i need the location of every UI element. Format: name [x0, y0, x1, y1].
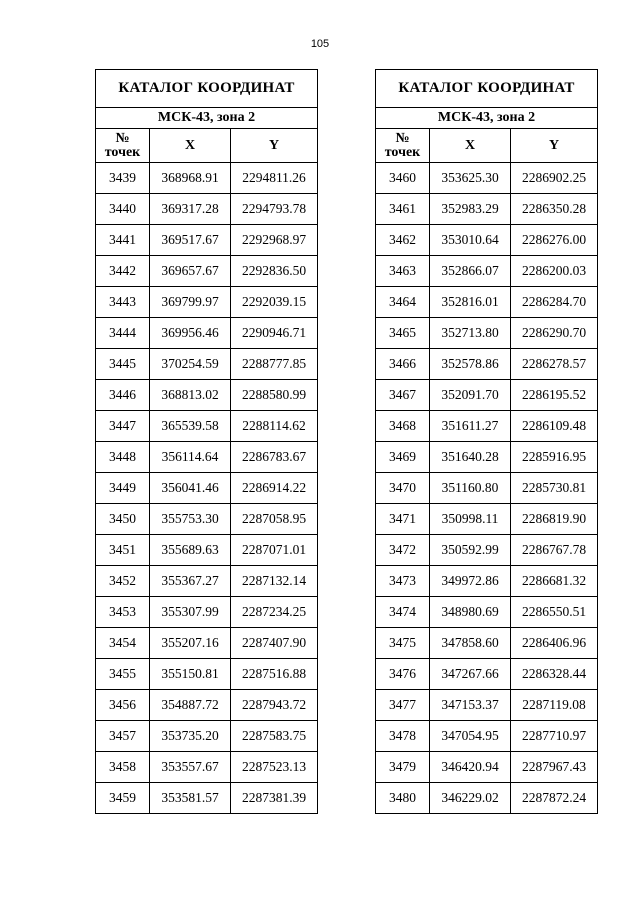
y-coordinate-cell: 2286109.48 — [511, 411, 598, 442]
table-row — [376, 256, 598, 287]
y-coordinate-cell: 2286902.25 — [511, 163, 598, 194]
table-row — [376, 163, 598, 194]
table-row — [376, 597, 598, 628]
y-coordinate-cell: 2288777.85 — [231, 349, 318, 380]
x-coordinate-cell: 353557.67 — [150, 752, 231, 783]
point-number-cell: 3451 — [96, 535, 150, 566]
point-number-cell: 3474 — [376, 597, 430, 628]
y-coordinate-cell: 2286819.90 — [511, 504, 598, 535]
y-coordinate-cell: 2286284.70 — [511, 287, 598, 318]
point-number-cell: 3471 — [376, 504, 430, 535]
point-number-cell: 3442 — [96, 256, 150, 287]
point-number-cell: 3440 — [96, 194, 150, 225]
catalog-subtitle: МСК-43, зона 2 — [376, 108, 598, 129]
point-number-cell: 3458 — [96, 752, 150, 783]
y-coordinate-cell: 2285916.95 — [511, 442, 598, 473]
y-coordinate-cell: 2287967.43 — [511, 752, 598, 783]
table-row — [96, 318, 318, 349]
point-number-cell: 3441 — [96, 225, 150, 256]
point-number-cell: 3444 — [96, 318, 150, 349]
point-number-cell: 3475 — [376, 628, 430, 659]
x-coordinate-cell: 353625.30 — [430, 163, 511, 194]
point-number-cell: 3455 — [96, 659, 150, 690]
x-coordinate-cell: 369317.28 — [150, 194, 231, 225]
point-number-cell: 3448 — [96, 442, 150, 473]
x-coordinate-cell: 354887.72 — [150, 690, 231, 721]
x-coordinate-cell: 356041.46 — [150, 473, 231, 504]
point-number-cell: 3453 — [96, 597, 150, 628]
table-row — [96, 628, 318, 659]
x-coordinate-cell: 353735.20 — [150, 721, 231, 752]
y-coordinate-cell: 2286278.57 — [511, 349, 598, 380]
y-coordinate-cell: 2286550.51 — [511, 597, 598, 628]
y-coordinate-cell: 2287119.08 — [511, 690, 598, 721]
point-number-cell: 3470 — [376, 473, 430, 504]
y-coordinate-cell: 2287381.39 — [231, 783, 318, 814]
y-coordinate-cell: 2287583.75 — [231, 721, 318, 752]
x-coordinate-cell: 350998.11 — [430, 504, 511, 535]
x-coordinate-cell: 353010.64 — [430, 225, 511, 256]
x-coordinate-cell: 349972.86 — [430, 566, 511, 597]
table-row — [96, 349, 318, 380]
x-coordinate-cell: 355689.63 — [150, 535, 231, 566]
coordinate-catalog-table-right — [375, 69, 598, 814]
x-coordinate-cell: 348980.69 — [430, 597, 511, 628]
x-coordinate-cell: 351160.80 — [430, 473, 511, 504]
table-row — [376, 783, 598, 814]
point-number-cell: 3449 — [96, 473, 150, 504]
table-row — [376, 442, 598, 473]
y-coordinate-cell: 2286767.78 — [511, 535, 598, 566]
y-coordinate-cell: 2292836.50 — [231, 256, 318, 287]
x-coordinate-cell: 370254.59 — [150, 349, 231, 380]
table-row — [96, 473, 318, 504]
x-coordinate-cell: 351611.27 — [430, 411, 511, 442]
y-coordinate-cell: 2286328.44 — [511, 659, 598, 690]
table-row — [96, 380, 318, 411]
x-coordinate-cell: 350592.99 — [430, 535, 511, 566]
x-coordinate-cell: 355150.81 — [150, 659, 231, 690]
table-row — [96, 256, 318, 287]
x-coordinate-cell: 352866.07 — [430, 256, 511, 287]
y-coordinate-cell: 2287234.25 — [231, 597, 318, 628]
table-row — [96, 287, 318, 318]
coordinate-catalog-table-left — [95, 69, 318, 814]
table-row — [96, 163, 318, 194]
x-coordinate-cell: 355753.30 — [150, 504, 231, 535]
x-coordinate-cell: 369799.97 — [150, 287, 231, 318]
y-coordinate-cell: 2287071.01 — [231, 535, 318, 566]
x-coordinate-cell: 347153.37 — [430, 690, 511, 721]
y-coordinate-cell: 2292039.15 — [231, 287, 318, 318]
point-number-cell: 3479 — [376, 752, 430, 783]
y-coordinate-cell: 2286195.52 — [511, 380, 598, 411]
table-row — [376, 194, 598, 225]
table-row — [96, 225, 318, 256]
point-number-cell: 3450 — [96, 504, 150, 535]
y-coordinate-cell: 2286290.70 — [511, 318, 598, 349]
table-row — [376, 318, 598, 349]
y-coordinate-cell: 2294811.26 — [231, 163, 318, 194]
table-row — [96, 690, 318, 721]
x-coordinate-cell: 352578.86 — [430, 349, 511, 380]
point-number-cell: 3480 — [376, 783, 430, 814]
x-coordinate-cell: 368813.02 — [150, 380, 231, 411]
point-number-cell: 3476 — [376, 659, 430, 690]
point-number-cell: 3457 — [96, 721, 150, 752]
table-row — [96, 194, 318, 225]
table-body — [96, 163, 318, 814]
y-coordinate-cell: 2290946.71 — [231, 318, 318, 349]
y-coordinate-cell: 2286914.22 — [231, 473, 318, 504]
x-column-header: X — [150, 129, 231, 163]
point-number-cell: 3445 — [96, 349, 150, 380]
table-row — [96, 659, 318, 690]
point-number-cell: 3459 — [96, 783, 150, 814]
table-row — [376, 287, 598, 318]
x-coordinate-cell: 355207.16 — [150, 628, 231, 659]
table-row — [96, 566, 318, 597]
catalog-title: КАТАЛОГ КООРДИНАТ — [376, 70, 598, 108]
x-column-header: X — [430, 129, 511, 163]
point-number-cell: 3469 — [376, 442, 430, 473]
point-number-cell: 3462 — [376, 225, 430, 256]
table-row — [96, 597, 318, 628]
table-row — [376, 752, 598, 783]
table-row — [96, 411, 318, 442]
table-row — [96, 535, 318, 566]
y-coordinate-cell: 2286276.00 — [511, 225, 598, 256]
point-number-cell: 3463 — [376, 256, 430, 287]
y-coordinate-cell: 2288114.62 — [231, 411, 318, 442]
point-number-cell: 3456 — [96, 690, 150, 721]
page-number: 105 — [310, 38, 330, 50]
point-number-cell: 3472 — [376, 535, 430, 566]
point-number-cell: 3473 — [376, 566, 430, 597]
y-coordinate-cell: 2287710.97 — [511, 721, 598, 752]
y-coordinate-cell: 2287943.72 — [231, 690, 318, 721]
y-coordinate-cell: 2286350.28 — [511, 194, 598, 225]
y-coordinate-cell: 2286406.96 — [511, 628, 598, 659]
point-number-cell: 3461 — [376, 194, 430, 225]
x-coordinate-cell: 346229.02 — [430, 783, 511, 814]
y-column-header: Y — [231, 129, 318, 163]
y-coordinate-cell: 2292968.97 — [231, 225, 318, 256]
y-coordinate-cell: 2287523.13 — [231, 752, 318, 783]
point-number-cell: 3447 — [96, 411, 150, 442]
table-row — [376, 411, 598, 442]
y-column-header: Y — [511, 129, 598, 163]
x-coordinate-cell: 352983.29 — [430, 194, 511, 225]
table-row — [376, 721, 598, 752]
x-coordinate-cell: 351640.28 — [430, 442, 511, 473]
point-number-cell: 3443 — [96, 287, 150, 318]
x-coordinate-cell: 346420.94 — [430, 752, 511, 783]
y-coordinate-cell: 2287516.88 — [231, 659, 318, 690]
x-coordinate-cell: 353581.57 — [150, 783, 231, 814]
x-coordinate-cell: 365539.58 — [150, 411, 231, 442]
point-number-cell: 3468 — [376, 411, 430, 442]
table-row — [376, 225, 598, 256]
catalog-subtitle: МСК-43, зона 2 — [96, 108, 318, 129]
table-body — [376, 163, 598, 814]
y-coordinate-cell: 2288580.99 — [231, 380, 318, 411]
x-coordinate-cell: 356114.64 — [150, 442, 231, 473]
point-number-cell: 3452 — [96, 566, 150, 597]
catalog-title: КАТАЛОГ КООРДИНАТ — [96, 70, 318, 108]
y-coordinate-cell: 2287058.95 — [231, 504, 318, 535]
table-row — [376, 690, 598, 721]
point-number-cell: 3466 — [376, 349, 430, 380]
x-coordinate-cell: 368968.91 — [150, 163, 231, 194]
table-row — [376, 535, 598, 566]
x-coordinate-cell: 347054.95 — [430, 721, 511, 752]
y-coordinate-cell: 2294793.78 — [231, 194, 318, 225]
y-coordinate-cell: 2286681.32 — [511, 566, 598, 597]
x-coordinate-cell: 347267.66 — [430, 659, 511, 690]
y-coordinate-cell: 2286200.03 — [511, 256, 598, 287]
table-row — [376, 659, 598, 690]
point-number-cell: 3464 — [376, 287, 430, 318]
x-coordinate-cell: 369956.46 — [150, 318, 231, 349]
x-coordinate-cell: 369657.67 — [150, 256, 231, 287]
x-coordinate-cell: 352816.01 — [430, 287, 511, 318]
point-number-cell: 3478 — [376, 721, 430, 752]
point-number-cell: 3439 — [96, 163, 150, 194]
y-coordinate-cell: 2286783.67 — [231, 442, 318, 473]
table-row — [376, 628, 598, 659]
x-coordinate-cell: 355307.99 — [150, 597, 231, 628]
y-coordinate-cell: 2287407.90 — [231, 628, 318, 659]
table-row — [96, 504, 318, 535]
table-row — [376, 380, 598, 411]
point-number-header: № точек — [96, 129, 150, 163]
y-coordinate-cell: 2285730.81 — [511, 473, 598, 504]
y-coordinate-cell: 2287132.14 — [231, 566, 318, 597]
x-coordinate-cell: 352091.70 — [430, 380, 511, 411]
point-number-cell: 3477 — [376, 690, 430, 721]
point-number-cell: 3454 — [96, 628, 150, 659]
table-row — [376, 504, 598, 535]
point-number-cell: 3465 — [376, 318, 430, 349]
point-number-header: № точек — [376, 129, 430, 163]
table-row — [96, 783, 318, 814]
point-number-cell: 3467 — [376, 380, 430, 411]
x-coordinate-cell: 347858.60 — [430, 628, 511, 659]
table-row — [96, 752, 318, 783]
x-coordinate-cell: 352713.80 — [430, 318, 511, 349]
point-number-cell: 3446 — [96, 380, 150, 411]
x-coordinate-cell: 355367.27 — [150, 566, 231, 597]
point-number-cell: 3460 — [376, 163, 430, 194]
table-row — [376, 566, 598, 597]
table-row — [376, 473, 598, 504]
table-row — [376, 349, 598, 380]
y-coordinate-cell: 2287872.24 — [511, 783, 598, 814]
table-row — [96, 721, 318, 752]
table-row — [96, 442, 318, 473]
x-coordinate-cell: 369517.67 — [150, 225, 231, 256]
